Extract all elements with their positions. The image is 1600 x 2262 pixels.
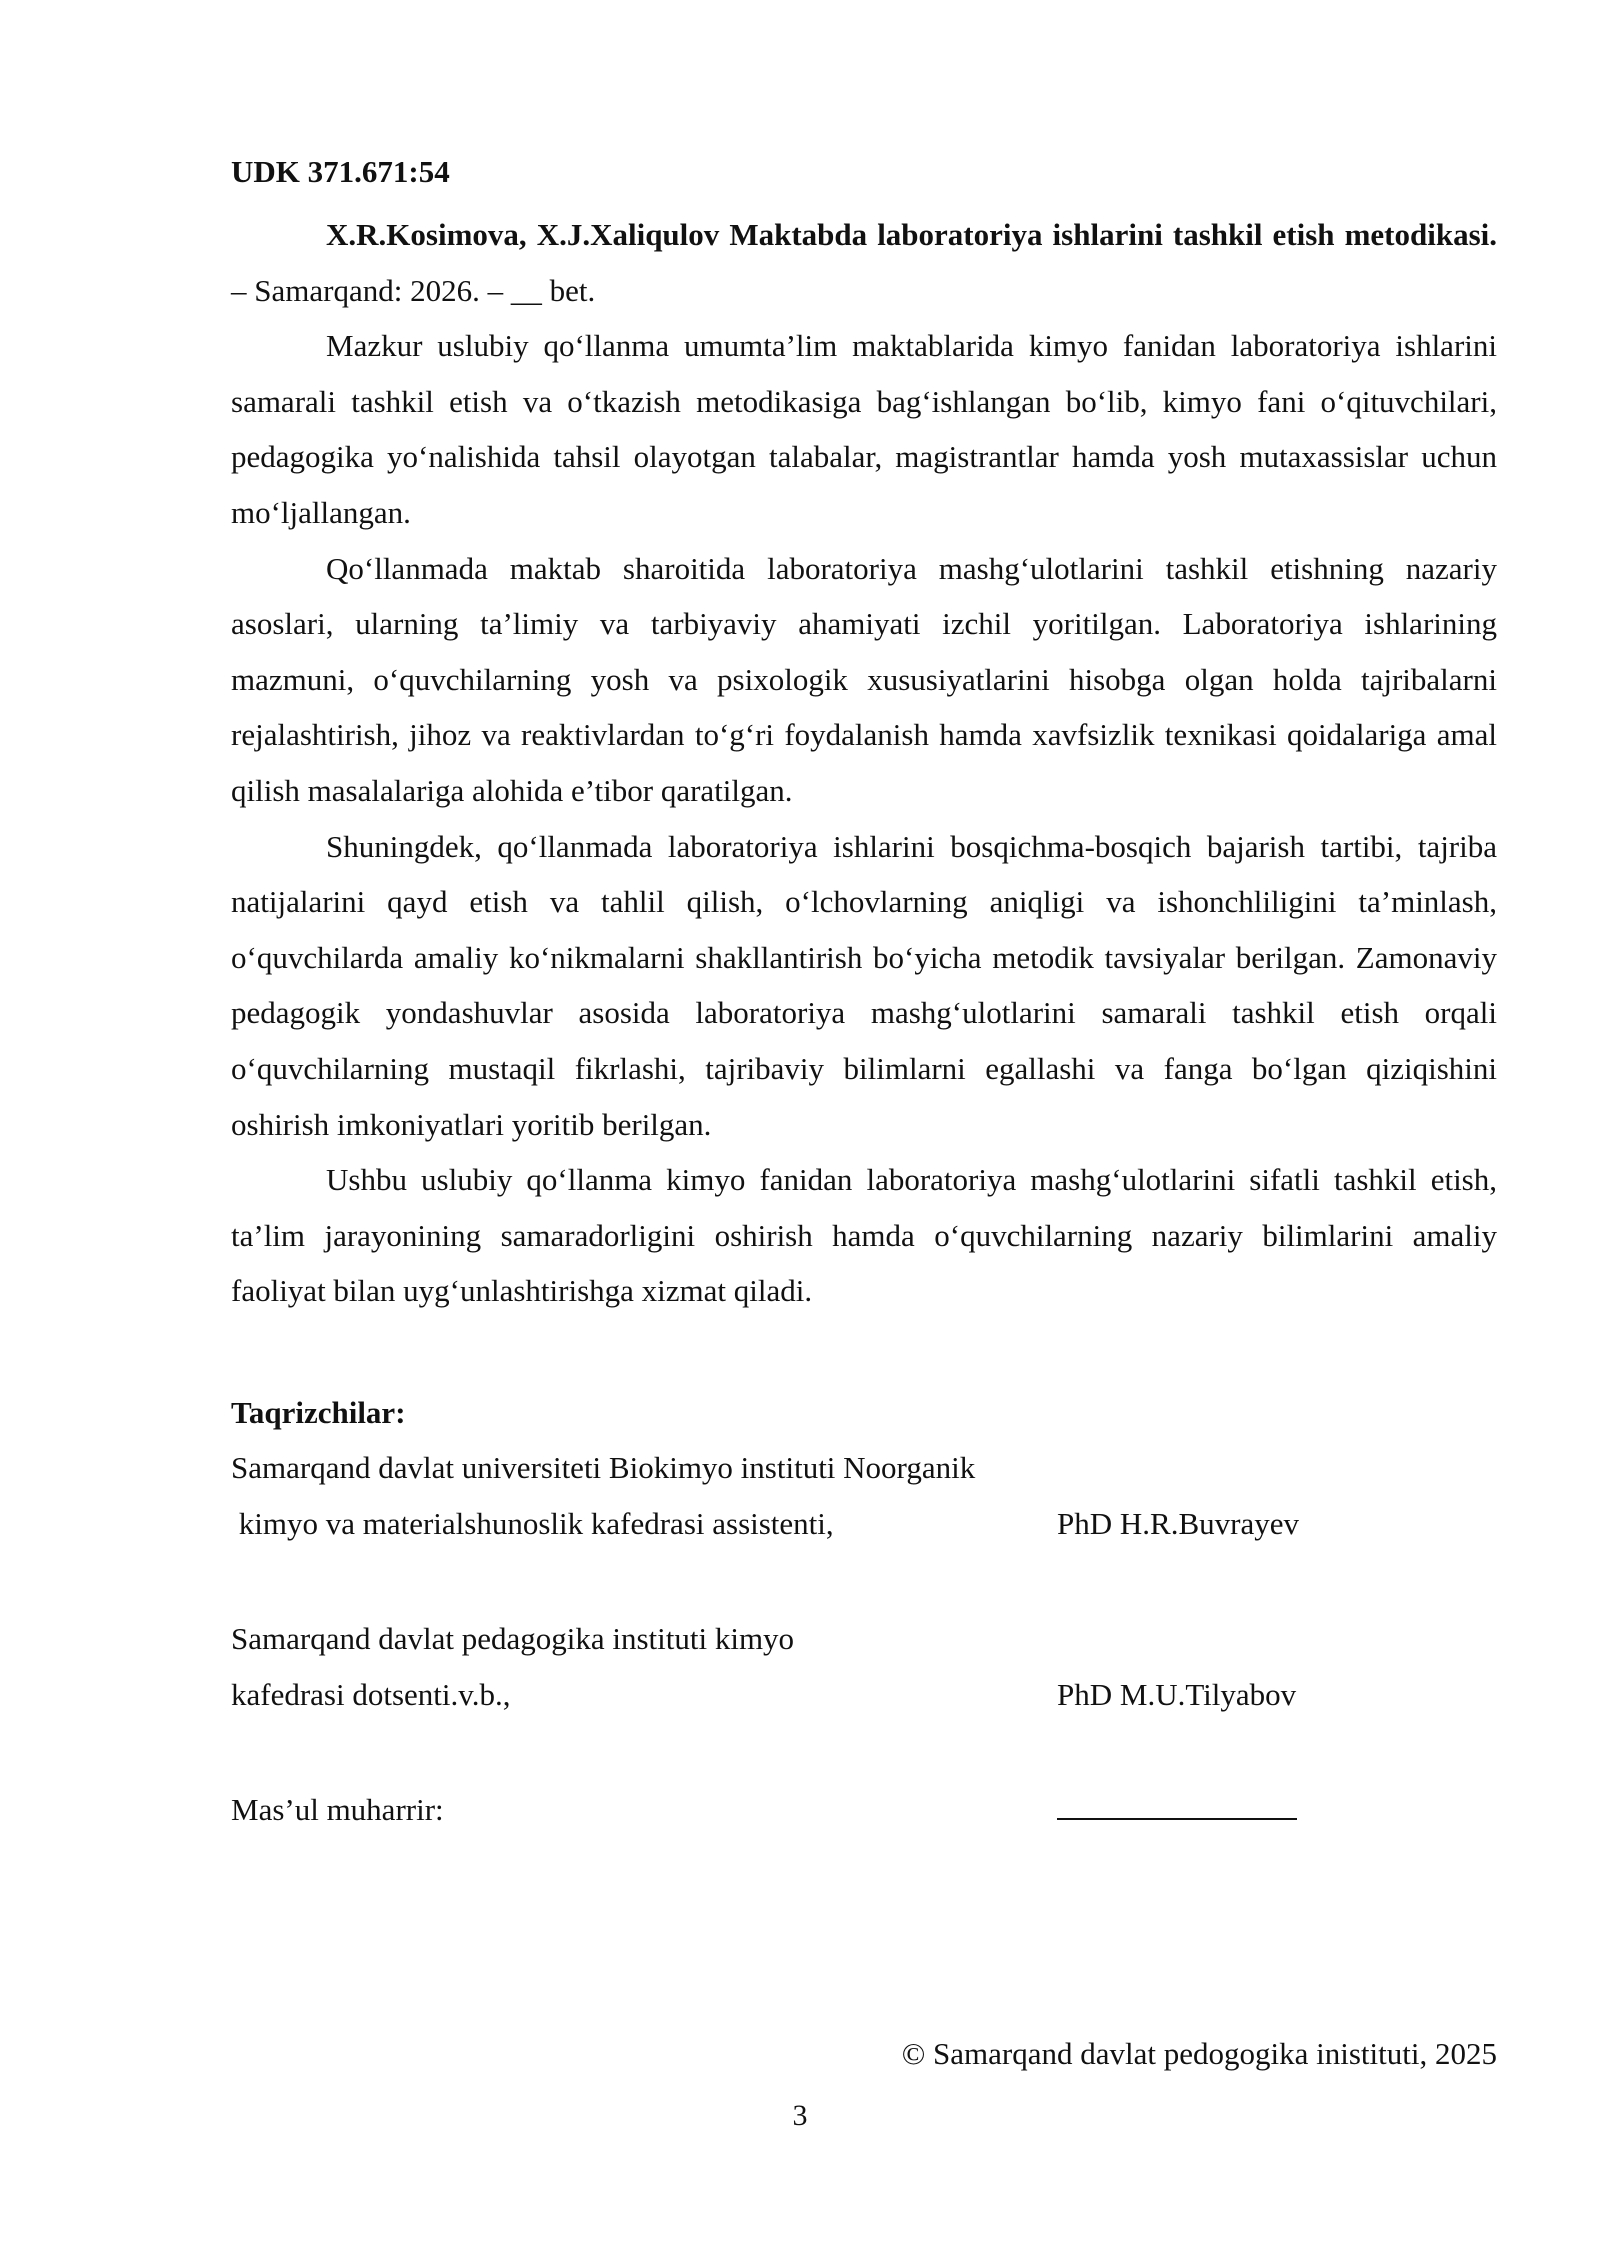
paragraph: Ushbu uslubiy qo‘llanma kimyo fanidan laboratoriya mashg‘ulotlarini sifatli tashkil etish, ta’lim jarayonining samaradorligini oshirish hamda o‘quvchilarning nazariy bilimlarini amaliy faoliyat bilan uyg‘unlashtirishga xizmat qiladi. — [231, 1162, 1497, 1309]
paragraph: Mazkur uslubiy qo‘llanma umumta’lim maktablarida kimyo fanidan laboratoriya ishlarini samarali tashkil etish va o‘tkazish metodikasiga bag‘ishlangan bo‘lib, kimyo fani o‘qituvchilari, pedagogika yo‘nalishida tahsil olayotgan talabalar, magistrantlar hamda yosh mutaxassislar uchun mo‘ljallangan. — [231, 328, 1497, 530]
citation-title: X.R.Kosimova, X.J.Xaliqulov Maktabda laboratoriya ishlarini tashkil etish metodikasi. — [326, 217, 1497, 252]
reviewer-1-affiliation-1: Samarqand davlat universiteti Biokimyo instituti Noorganik — [231, 1450, 976, 1485]
citation — [231, 207, 1497, 318]
reviewer-2-name: PhD M.U.Tilyabov — [1057, 1676, 1297, 1712]
editor-line — [231, 1782, 1331, 1838]
citation-publication: – Samarqand: 2026. – __ bet. — [231, 272, 596, 308]
reviewers-heading: Taqrizchilar: — [231, 1395, 406, 1430]
paragraph: Qo‘llanmada maktab sharoitida laboratoriya mashg‘ulotlarini tashkil etishning nazariy asoslari, ularning ta’limiy va tarbiyaviy ahamiyati izchil yoritilgan. Laboratoriya ishlarining mazmuni, o‘quvchilarning yosh va psixologik xususiyatlarini hisobga olgan holda tajribalarni rejalashtirish, jihoz va reaktivlardan to‘g‘ri foydalanish hamda xavfsizlik texnikasi qoidalariga amal qilish masalalariga alohida e’tibor qaratilgan. — [231, 550, 1497, 808]
udk-code: UDK 371.671:54 — [231, 154, 450, 189]
reviewers-section — [231, 1385, 1331, 1838]
reviewer-2-affiliation-1: Samarqand davlat pedagogika instituti kimyo — [231, 1621, 795, 1657]
reviewer-affiliation-line — [231, 1496, 1331, 1552]
paragraph: Shuningdek, qo‘llanmada laboratoriya ishlarini bosqichma-bosqich bajarish tartibi, tajriba natijalarini qayd etish va tahlil qilish, o‘lchovlarning aniqligi va ishonchliligini ta’minlash, o‘quvchilarda amaliy ko‘nikmalarni shakllantirish bo‘yicha metodik tavsiyalar berilgan. Zamonaviy pedagogik yondashuvlar asosida laboratoriya mashg‘ulotlarini samarali tashkil etish orqali o‘quvchilarning mustaqil fikrlashi, tajribaviy bilimlarni egallashi va fanga bo‘lgan qiziqishini oshirish imkoniyatlari yoritib berilgan. — [231, 828, 1497, 1142]
reviewer-affiliation-line — [231, 1611, 1331, 1667]
editor-label: Mas’ul muharrir: — [231, 1792, 444, 1828]
body-text — [231, 207, 1497, 1319]
reviewer-affiliation-line — [231, 1667, 1331, 1723]
reviewer-1-affiliation-2: kimyo va materialshunoslik kafedrasi assistenti, — [231, 1505, 834, 1541]
page-number: 3 — [792, 2099, 808, 2132]
reviewer-2-affiliation-2: kafedrasi dotsenti.v.b., — [231, 1676, 511, 1712]
copyright-notice: © Samarqand davlat pedogogika inistituti, 2025 — [901, 2036, 1497, 2071]
reviewer-1-name: PhD H.R.Buvrayev — [1057, 1505, 1299, 1541]
reviewer-affiliation-line — [231, 1440, 1331, 1496]
editor-signature-blank — [1057, 1782, 1297, 1838]
